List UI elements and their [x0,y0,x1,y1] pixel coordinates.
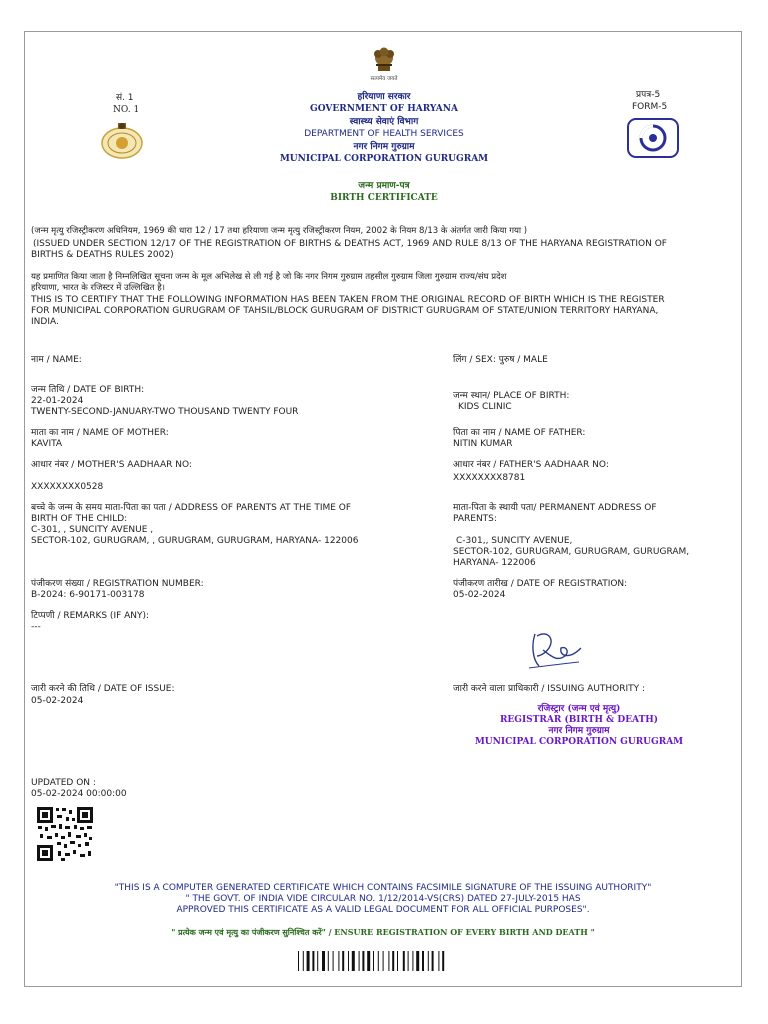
place-of-birth-value: KIDS CLINIC [458,402,512,412]
mother-value: KAVITA [31,439,63,449]
barcode-bar [383,951,384,971]
barcode-bar [442,951,444,971]
national-emblem-icon [369,44,399,74]
address-birth-line-1: C-301, , SUNCITY AVENUE , [31,525,154,535]
form-en: FORM-5 [632,102,668,112]
barcode-bar [333,951,334,971]
barcode-bar [416,951,419,971]
corp-hi: नगर निगम गुरुग्राम [353,142,415,152]
father-label: पिता का नाम / NAME OF FATHER: [453,428,586,438]
barcode-bar [367,951,370,971]
remarks-value: --- [31,622,41,632]
issuing-authority-label: जारी करने वाला प्राधिकारी / ISSUING AUTHORITY : [453,684,646,694]
issued-under-en-2: BIRTHS & DEATHS RULES 2002) [31,250,174,260]
registrar-hi: रजिस्ट्रार (जन्म एवं मृत्यु) [537,704,621,714]
title-hi: जन्म प्रमाण-पत्र [358,181,410,191]
dob-label: जन्म तिथि / DATE OF BIRTH: [31,385,145,395]
issued-under-hi: (जन्म मृत्यु रजिस्ट्रीकरण अधिनियम, 1969 की धारा 12 / 17 तथा हरियाणा जन्म मृत्यु रजिस्ट्रीकरण नियम, 2002 के नियम 8/13 के अंतर्गत जारी किया गया ) [31,226,528,236]
updated-on-label: UPDATED ON : [31,778,96,788]
barcode-bar [359,951,360,971]
address-birth-label-1: बच्चे के जन्म के समय माता-पिता का पता / ADDRESS OF PARENTS AT THE TIME OF [31,503,352,513]
name-label: नाम / NAME: [31,355,82,365]
signature [525,626,583,672]
barcode-bar [312,951,314,971]
certificate-no-en: NO. 1 [113,105,140,115]
registration-number-label: पंजीकरण संख्या / REGISTRATION NUMBER: [31,579,204,589]
barcode-bar [392,951,394,971]
barcode-bar [303,951,304,971]
dob-value: 22-01-2024 [31,396,84,406]
barcode-bar [322,951,325,971]
qr-code [36,806,94,862]
mother-label: माता का नाम / NAME OF MOTHER: [31,428,169,438]
emblem-caption: सत्यमेव जयते [370,76,398,82]
barcode-bar [397,951,398,971]
registrar-corp-en: MUNICIPAL CORPORATION GURUGRAM [474,737,684,747]
certify-en-3: INDIA. [31,317,59,327]
mother-aadhaar-value: XXXXXXXX0528 [31,482,104,492]
footer-line-2: " THE GOVT. OF INDIA VIDE CIRCULAR NO. 1/12/2014-VS(CRS) DATED 27-JULY-2015 HAS [185,894,581,904]
barcode-bar [422,951,424,971]
registration-number-value: B-2024: 6-90171-003178 [31,590,145,600]
address-birth-line-2: SECTOR-102, GURUGRAM, , GURUGRAM, GURUGRAM, HARYANA- 122006 [31,536,359,546]
gov-hi: हरियाणा सरकार [357,92,411,102]
crs-logo-icon [627,118,679,158]
barcode-bar [403,951,405,971]
barcode-bar [338,951,339,971]
certify-en-2: FOR MUNICIPAL CORPORATION GURUGRAM OF TAHSIL/BLOCK GURUGRAM OF DISTRICT GURUGRAM OF STATE/UNION TERRITORY HARYANA, [31,306,659,316]
barcode-bar [412,951,413,971]
updated-on-value: 05-02-2024 00:00:00 [31,789,127,799]
barcode-bar [438,951,439,971]
mother-aadhaar-label: आधार नंबर / MOTHER'S AADHAAR NO: [31,460,192,470]
dob-words: TWENTY-SECOND-JANUARY-TWO THOUSAND TWENTY FOUR [31,407,299,417]
barcode-bar [408,951,409,971]
barcode-bar [307,951,310,971]
dept-hi: स्वास्थ्य सेवाएं विभाग [349,117,419,127]
permanent-address-line-1: C-301,, SUNCITY AVENUE, [456,536,573,546]
registration-date-label: पंजीकरण तारीख / DATE OF REGISTRATION: [453,579,628,589]
permanent-address-line-3: HARYANA- 122006 [453,558,536,568]
corp-en: MUNICIPAL CORPORATION GURUGRAM [279,154,489,164]
issued-under-en-1: (ISSUED UNDER SECTION 12/17 OF THE REGISTRATION OF BIRTHS & DEATHS ACT, 1969 AND RULE 8/13 OF THE HARYANA REGISTRATION OF [33,239,667,249]
barcode-bar [373,951,374,971]
registration-date-value: 05-02-2024 [453,590,506,600]
gov-en: GOVERNMENT OF HARYANA [310,104,458,114]
certify-en-1: THIS IS TO CERTIFY THAT THE FOLLOWING INFORMATION HAS BEEN TAKEN FROM THE ORIGINAL RECORD OF BIRTH WHICH IS THE REGISTER [31,295,665,305]
permanent-address-label-1: माता-पिता के स्थायी पता/ PERMANENT ADDRESS OF [453,503,657,513]
barcode-bar [378,951,379,971]
certify-hi-1: यह प्रमाणित किया जाता है निम्नलिखित सूचना जन्म के मूल अभिलेख से ली गई है जो कि नगर निगम गुरुग्राम तहसील गुरुग्राम जिला गुरुग्राम राज्य/संघ प्रदेश [31,272,507,282]
address-birth-label-2: BIRTH OF THE CHILD: [31,514,128,524]
barcode-bar [388,951,389,971]
sex-label: लिंग / SEX: पुरुष / MALE [453,355,548,365]
barcode-bar [352,951,355,971]
certify-hi-2: हरियाणा, भारत के रजिस्टर में उल्लिखित है। [31,283,165,293]
registrar-corp-hi: नगर निगम गुरुग्राम [548,726,610,736]
father-aadhaar-label: आधार नंबर / FATHER'S AADHAAR NO: [453,460,609,470]
barcode-bar [432,951,434,971]
father-value: NITIN KUMAR [453,439,513,449]
barcode-bar [328,951,329,971]
barcode-bar [317,951,318,971]
barcode-bar [342,951,344,971]
footer-line-1: "THIS IS A COMPUTER GENERATED CERTIFICATE WHICH CONTAINS FACSIMILE SIGNATURE OF THE ISSUING AUTHORITY" [114,883,652,893]
place-of-birth-label: जन्म स्थान/ PLACE OF BIRTH: [453,391,570,401]
issue-date-value: 05-02-2024 [31,696,84,706]
permanent-address-line-2: SECTOR-102, GURUGRAM, GURUGRAM, GURUGRAM, [453,547,690,557]
title-en: BIRTH CERTIFICATE [330,193,438,203]
barcode [297,951,471,971]
certificate-no-hi: सं. 1 [116,93,134,103]
issue-date-label: जारी करने की तिथि / DATE OF ISSUE: [31,684,175,694]
barcode-bar [362,951,364,971]
haryana-seal-icon [100,121,144,159]
dept-en: DEPARTMENT OF HEALTH SERVICES [304,129,464,139]
footer-slogan: " प्रत्येक जन्म एवं मृत्यु का पंजीकरण सुनिश्चित करें" / ENSURE REGISTRATION OF EVERY BIRTH AND DEATH " [171,927,595,937]
registrar-en: REGISTRAR (BIRTH & DEATH) [499,715,659,725]
remarks-label: टिप्पणी / REMARKS (IF ANY): [31,611,150,621]
barcode-bar [298,951,299,971]
barcode-bar [348,951,349,971]
footer-line-3: APPROVED THIS CERTIFICATE AS A VALID LEGAL DOCUMENT FOR ALL OFFICIAL PURPOSES". [176,905,590,915]
father-aadhaar-value: XXXXXXXX8781 [453,473,526,483]
form-hi: प्रपत्र-5 [636,90,661,100]
barcode-bar [428,951,429,971]
permanent-address-label-2: PARENTS: [453,514,497,524]
